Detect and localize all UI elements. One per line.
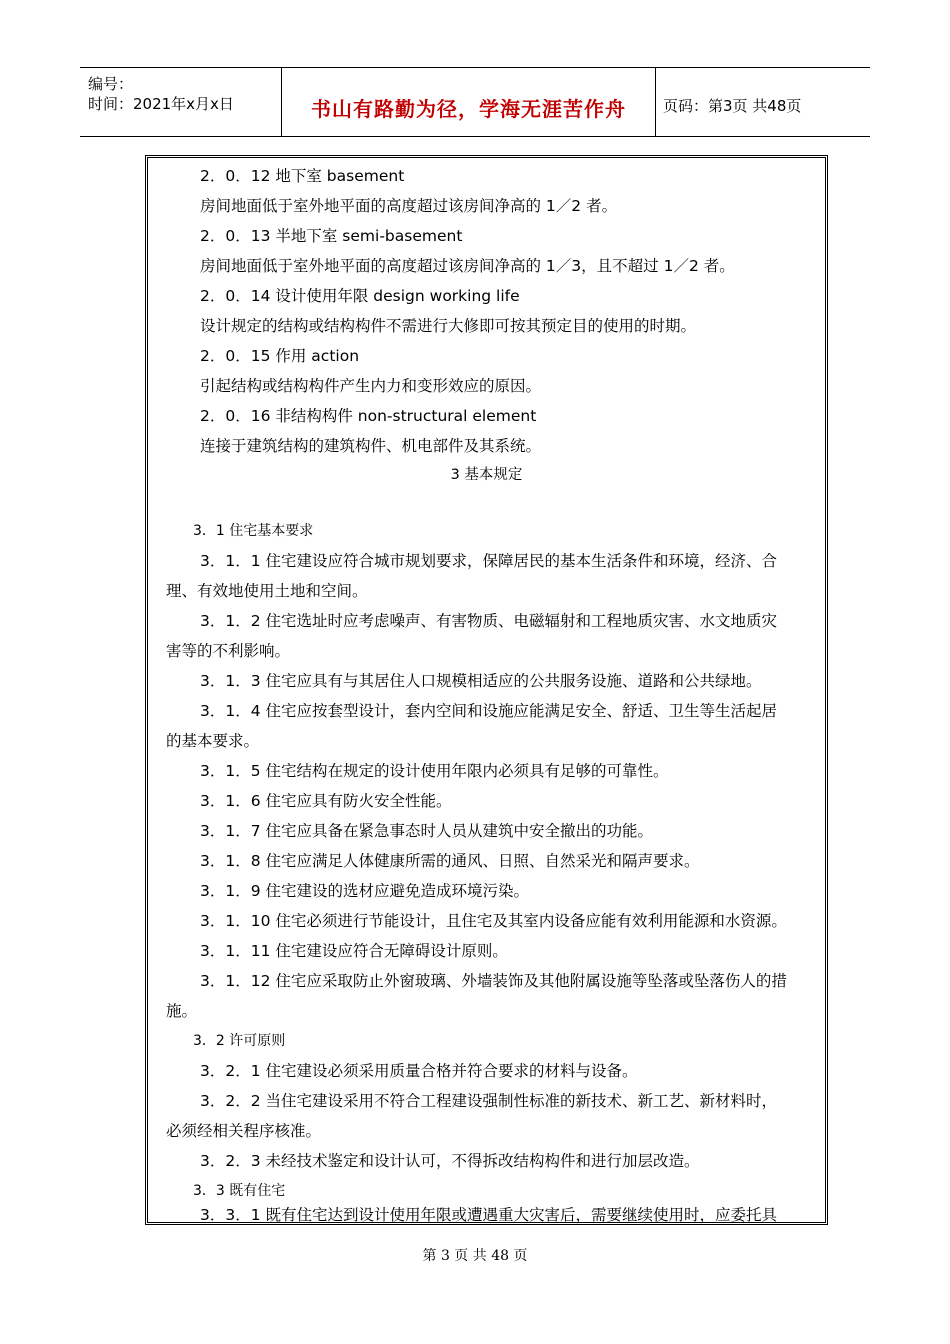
section-title: 3．2 许可原则 <box>193 1033 286 1049</box>
clause-text: 3．1．6 住宅应具有防火安全性能。 <box>200 792 452 810</box>
clause-text: 3．3．1 既有住宅达到设计使用年限或遭遇重大灾害后，需要继续使用时，应委托具 <box>200 1206 778 1224</box>
header-motto: 书山有路勤为径，学海无涯苦作舟 <box>311 97 626 121</box>
clause-text: 3．2．1 住宅建设必须采用质量合格并符合要求的材料与设备。 <box>200 1062 638 1080</box>
clause-text: 3．1．9 住宅建设的选材应避免造成环境污染。 <box>200 882 530 900</box>
clause-text-continued: 施。 <box>166 1002 198 1020</box>
header-table <box>80 67 870 137</box>
clause-text-continued: 必须经相关程序核准。 <box>166 1122 322 1140</box>
header-left-cell <box>80 68 280 136</box>
chapter-title: 3 基本规定 <box>450 467 523 483</box>
clause-text: 3．1．7 住宅应具备在紧急事态时人员从建筑中安全撤出的功能。 <box>200 822 654 840</box>
clause-text-continued: 害等的不利影响。 <box>166 642 291 660</box>
clause-text: 连接于建筑结构的建筑构件、机电部件及其系统。 <box>200 437 542 455</box>
clause-text: 引起结构或结构构件产生内力和变形效应的原因。 <box>200 377 542 395</box>
clause-text: 3．1．5 住宅结构在规定的设计使用年限内必须具有足够的可靠性。 <box>200 762 669 780</box>
page-footer: 第 3 页 共 48 页 <box>422 1248 528 1264</box>
clause-text: 设计规定的结构或结构构件不需进行大修即可按其预定目的使用的时期。 <box>200 317 697 335</box>
clause-text: 3．1．11 住宅建设应符合无障碍设计原则。 <box>200 942 508 960</box>
clause-text-continued: 的基本要求。 <box>166 732 260 750</box>
clause-heading: 2．0．12 地下室 basement <box>200 167 405 185</box>
section-title: 3．1 住宅基本要求 <box>193 523 314 539</box>
section-title: 3．3 既有住宅 <box>193 1183 286 1199</box>
clause-text: 3．2．2 当住宅建设采用不符合工程建设强制性标准的新技术、新工艺、新材料时， <box>200 1092 778 1110</box>
clause-text: 3．1．10 住宅必须进行节能设计，且住宅及其室内设备应能有效利用能源和水资源。 <box>200 912 787 930</box>
clause-heading: 2．0．16 非结构构件 non-structural element <box>200 407 537 425</box>
clause-heading: 2．0．15 作用 action <box>200 347 360 365</box>
header-right-cell <box>655 68 870 136</box>
clause-heading: 2．0．13 半地下室 semi-basement <box>200 227 463 245</box>
clause-text: 3．1．4 住宅应按套型设计，套内空间和设施应能满足安全、舒适、卫生等生活起居 <box>200 702 778 720</box>
clause-heading: 2．0．14 设计使用年限 design working life <box>200 287 520 305</box>
clause-text: 3．1．3 住宅应具有与其居住人口规模相适应的公共服务设施、道路和公共绿地。 <box>200 672 762 690</box>
document-number-label: 编号： <box>88 75 134 93</box>
header-center-cell <box>281 68 656 136</box>
clause-text: 3．1．1 住宅建设应符合城市规划要求，保障居民的基本生活条件和环境，经济、合 <box>200 552 778 570</box>
clause-text: 房间地面低于室外地平面的高度超过该房间净高的 1／2 者。 <box>200 197 618 215</box>
clause-text: 3．1．2 住宅选址时应考虑噪声、有害物质、电磁辐射和工程地质灾害、水文地质灾 <box>200 612 778 630</box>
clause-text: 3．2．3 未经技术鉴定和设计认可，不得拆改结构构件和进行加层改造。 <box>200 1152 700 1170</box>
clause-text: 3．1．8 住宅应满足人体健康所需的通风、日照、自然采光和隔声要求。 <box>200 852 700 870</box>
clause-text: 3．1．12 住宅应采取防止外窗玻璃、外墙装饰及其他附属设施等坠落或坠落伤人的措 <box>200 972 787 990</box>
clause-text: 房间地面低于室外地平面的高度超过该房间净高的 1／3，且不超过 1／2 者。 <box>200 257 735 275</box>
clause-text-continued: 理、有效地使用土地和空间。 <box>166 582 368 600</box>
document-date: 时间：2021年x月x日 <box>88 95 234 113</box>
header-page-info: 页码：第3页 共48页 <box>663 97 802 115</box>
content-box <box>145 155 828 1225</box>
